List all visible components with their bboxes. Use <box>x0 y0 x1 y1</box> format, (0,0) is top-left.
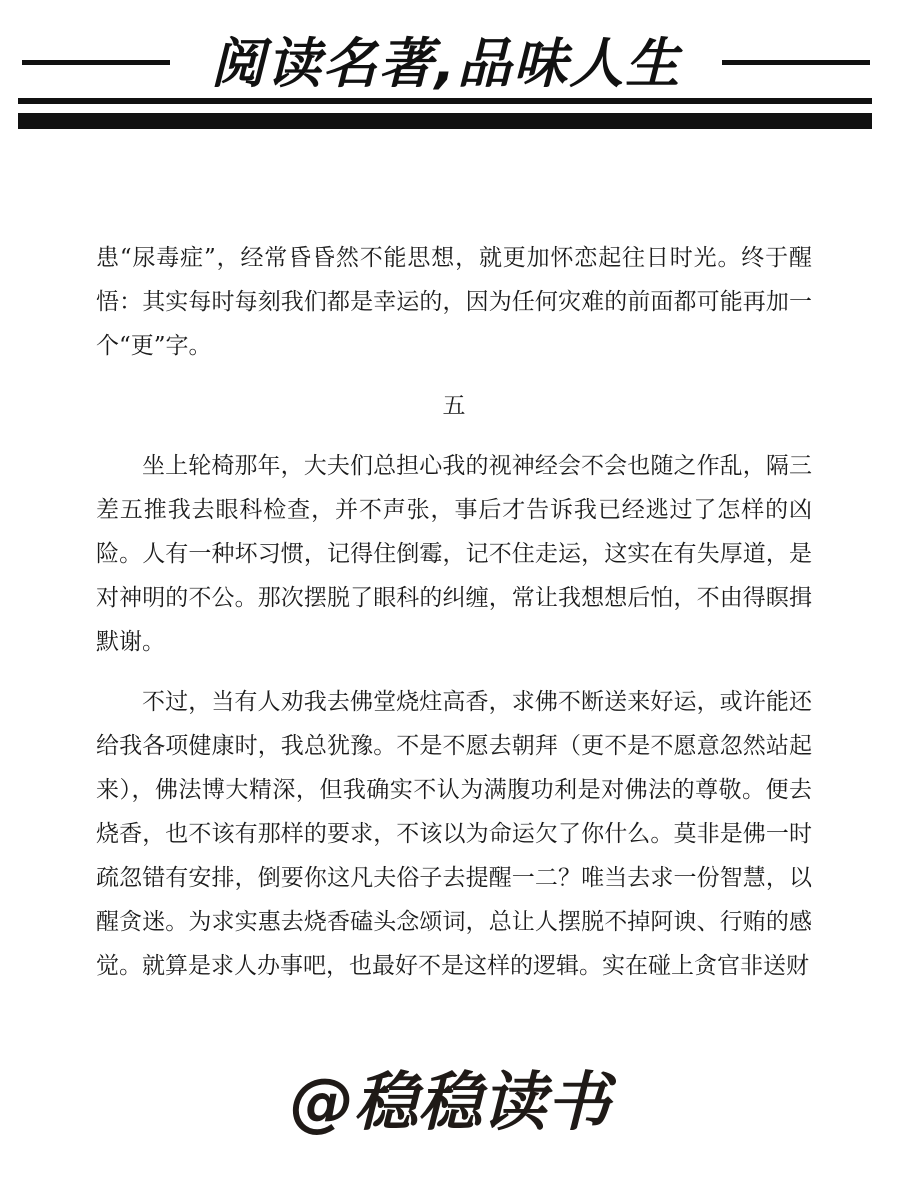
paragraph: 不过，当有人劝我去佛堂烧炷高香，求佛不断送来好运，或许能还给我各项健康时，我总犹豫。不是不愿去朝拜（更不是不愿意忽然站起来），佛法博大精深，但我确实不认为满腹功利是对佛法的尊敬。便去烧香，也不该有那样的要求，不该以为命运欠了你什么。莫非是佛一时疏忽错有安排，倒要你这凡夫俗子去提醒一二？唯当去求一份智慧，以醒贪迷。为求实惠去烧香磕头念颂词，总让人摆脱不掉阿谀、行贿的感觉。就算是求人办事吧，也最好不是这样的逻辑。实在碰上贪官非送财 <box>96 689 812 979</box>
paragraph-continued: 患“尿毒症”，经常昏昏然不能思想，就更加怀恋起往日时光。终于醒悟：其实每时每刻我们都是幸运的，因为任何灾难的前面都可能再加一个“更”字。 <box>96 245 812 359</box>
section-number: 五 <box>442 393 466 419</box>
paragraph: 坐上轮椅那年，大夫们总担心我的视神经会不会也随之作乱，隔三差五推我去眼科检查，并不声张，事后才告诉我已经逃过了怎样的凶险。人有一种坏习惯，记得住倒霉，记不住走运，这实在有失厚道，是对神明的不公。那次摆脱了眼科的纠缠，常让我想想后怕，不由得瞑揖默谢。 <box>96 453 812 655</box>
header-banner <box>0 0 900 140</box>
header-rule-thick <box>18 113 872 129</box>
article-body <box>96 236 812 1004</box>
header-decorative-line-right <box>722 60 870 65</box>
footer-brand-watermark: @稳稳读书 <box>290 1066 610 1140</box>
header-rule-thin <box>18 98 872 104</box>
header-decorative-line-left <box>22 60 170 65</box>
header-title: 阅读名著,品味人生 <box>210 32 682 95</box>
